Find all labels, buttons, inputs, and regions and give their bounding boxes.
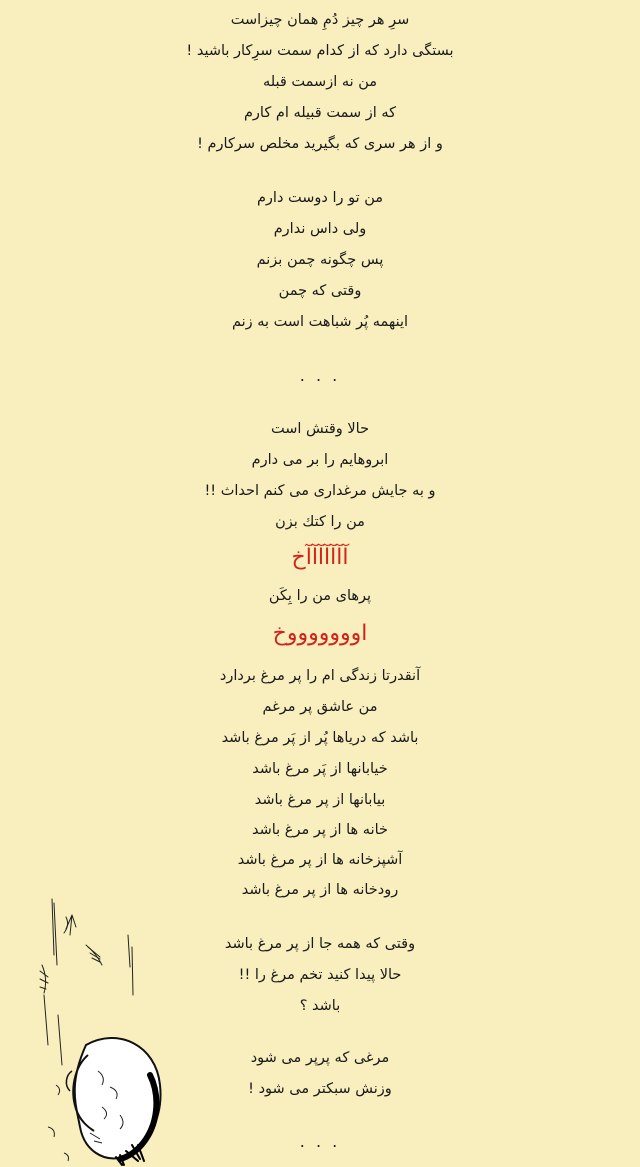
poem-line: من نه ازسمت قبله: [262, 74, 378, 90]
poem-line: ولی داس ندارم: [273, 221, 367, 237]
poem-line: رودخانه ها از پر مرغ باشد: [241, 882, 399, 898]
poem-line: خانه ها از پر مرغ باشد: [251, 822, 388, 838]
poem-line: من را کتك بزن: [275, 514, 365, 530]
poem-line: من تو را دوست دارم: [256, 190, 384, 206]
ellipsis-separator: . . .: [299, 366, 341, 385]
poem-line: باشد که دریاها پُر از پَر مرغ باشد: [221, 730, 419, 746]
poem-line: اینهمه پُر شباهت است به زنم: [231, 314, 409, 330]
poem-line: و از هر سری که بگیرید مخلص سرکارم !: [197, 136, 443, 152]
poem-line: خیابانها از پَر مرغ باشد: [252, 761, 388, 777]
poem-line: وقتی که همه جا از پر مرغ باشد: [224, 936, 416, 952]
poem-line: سرِ هر چیز دُمِ همان چیزاست: [230, 12, 410, 28]
poem-line: بستگی دارد که از کدام سمت سرِکار باشید !: [186, 43, 454, 59]
poem-line: حالا پیدا کنید تخم مرغ را !!: [238, 967, 402, 983]
poem-line: حالا وقتش است: [270, 421, 370, 437]
exclamation-red: آآآآآآآخ: [291, 545, 349, 570]
poem-line: آشپزخانه ها از پر مرغ باشد: [237, 852, 403, 868]
plucked-chicken-sketch-icon: [28, 895, 168, 1167]
poem-line: آنقدرتا زندگی ام را پر مرغ بردارد: [219, 668, 421, 684]
poem-line: بیابانها از پر مرغ باشد: [254, 792, 386, 808]
poem-line: من عاشق پر مرغم: [262, 699, 378, 715]
poem-line: و به جایش مرغداری می کنم احداث !!: [204, 483, 436, 499]
poem-line: پرهای من را بِکَن: [268, 588, 372, 604]
poem-line: مرغی که پرپر می شود: [250, 1050, 390, 1066]
poem-line: که از سمت قبیله ام کارم: [243, 105, 397, 121]
poem-line: وقتی که چمن: [278, 283, 362, 299]
ellipsis-separator: . . .: [299, 1132, 341, 1151]
poem-line: پس چگونه چمن بزنم: [256, 252, 384, 268]
poem-line: باشد ؟: [299, 998, 341, 1014]
exclamation-red: اوووووووخ: [272, 621, 368, 646]
poem-line: وزنش سبکتر می شود !: [248, 1081, 392, 1097]
poem-line: ابروهایم را بر می دارم: [251, 452, 389, 468]
